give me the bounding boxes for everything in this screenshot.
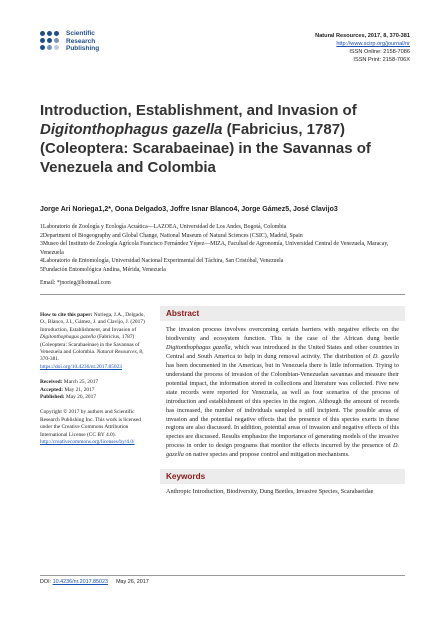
author-list: Jorge Ari Noriega1,2*, Oona Delgado3, Joffre Isnar Blanco4, Jorge Gámez5, José Clavijo3 xyxy=(40,206,338,213)
journal-info xyxy=(315,32,410,64)
title-part2: (Fabricius, 1787) (Coleoptera: Scarabaeinae) in the Savannas of Venezuela and Colombia xyxy=(40,121,371,176)
abstract-text xyxy=(160,321,405,460)
citation-species: Digitonthophagus gazella xyxy=(40,334,96,341)
affiliation-item: 4Laboratorio de Entomología, Universidad Nacional Experimental del Táchira, San Cristóbal, Venezuela xyxy=(40,258,284,265)
abstract-heading: Abstract xyxy=(160,306,405,321)
copyright-block xyxy=(40,409,150,446)
publisher-name-line2: Research xyxy=(66,37,96,45)
journal-title: Natural Resources, 2017, 8, 370-381 xyxy=(315,33,410,39)
affiliation-item: 5Fundación Entomológica Andina, Mérida, Venezuela xyxy=(40,266,166,273)
footer-date: May 26, 2017 xyxy=(116,579,149,585)
published-label: Published: xyxy=(40,394,65,401)
corresponding-email: Email: *jnorieg@hotmail.com xyxy=(40,280,111,286)
citation-label: How to cite this paper: xyxy=(40,312,93,318)
abstract-species: D. gazella xyxy=(166,442,399,459)
abstract-section xyxy=(160,306,405,501)
citation-text: Noriega, J.A., Delgado, O., Blanco, J.I., Gámez, J. and Clavijo, J. (2017) Introduction, Establishment, and Invasion of xyxy=(40,312,145,333)
issn-print: ISSN Print: 2158-706X xyxy=(353,57,410,63)
footer-doi-label: DOI: xyxy=(40,579,53,585)
publisher-logo-icon xyxy=(40,31,60,51)
affiliation-item: 1Laboratorio de Zoología y Ecología Acuática—LAZOEA, Universidad de Los Andes, Bogotá, Colombia xyxy=(40,224,287,230)
abstract-text-part: has been documented in the Americas, but in Venezuela there is little information. Trying to understand the process of invasion of the Colombian-Venezuelan savannas and measure their potential impact, the information stored in collections and literature was collected. Five new state records were reported for Venezuela, as well as four scenarios of the process of introduction and establishment of this species in the region. Although the amount of records has increased, the number of individuals sampled is still incipient. The possible areas of invasion and the potential negative effects that the presence of this species exerts in these regions are also discussed. In addition, potential areas of invasion and negative effects of this species are discussed. Results emphasize the importance of generating models of the invasive process in order to design programs that monitor the effects incurred by the presence of xyxy=(166,361,399,450)
page-footer xyxy=(40,579,149,585)
abstract-species: D. gazella xyxy=(372,352,399,360)
published-value: May 26, 2017 xyxy=(64,394,97,401)
title-species: Digitonthophagus gazella xyxy=(40,121,223,138)
accepted-label: Accepted: xyxy=(40,386,64,393)
accepted-date xyxy=(40,387,150,394)
dates-block xyxy=(40,379,150,401)
citation-text: (Fabricius, 1787) (Coleoptera: Scarabaeinae) in the Savannas of Venezuela and Colombia. xyxy=(40,334,140,356)
published-date xyxy=(40,394,150,401)
keywords-text: Anthropic Introduction, Biodiversity, Dung Beetles, Invasive Species, Scarabaeidae xyxy=(166,488,374,496)
received-value: March 25, 2017 xyxy=(62,379,99,386)
accepted-value: May 21, 2017 xyxy=(63,386,95,393)
footer-doi-link[interactable]: 10.4236/nr.2017.85023 xyxy=(52,579,109,585)
received-label: Received: xyxy=(40,379,63,386)
title-part1: Introduction, Establishment, and Invasion of xyxy=(40,102,357,119)
article-sidebar xyxy=(40,312,150,455)
issn-online: ISSN Online: 2158-7086 xyxy=(349,49,410,55)
affiliation-item: 3Museo del Instituto de Zoología Agrícola Francisco Fernández Yépez—MIZA, Facultad de Agronomía, Universidad Central de Venezuela, Maracay, Venezuela xyxy=(40,241,389,256)
citation-volume: , 8, 370-381. xyxy=(40,349,144,363)
citation-block xyxy=(40,312,150,371)
publisher-name-line3: Publishing xyxy=(66,45,100,52)
journal-url-link[interactable]: http://www.scirp.org/journal/nr xyxy=(336,41,410,47)
affiliation-item: 2Department of Biogeography and Global Change, National Museum of Natural Sciences (CSIC), Madrid, Spain xyxy=(40,232,303,239)
abstract-text-part: , which was introduced in the United States and other countries in Central and South America to help in dung removal activity. The distribution of xyxy=(166,343,399,360)
publisher-logo xyxy=(40,30,99,53)
abstract-text-part: The invasion process involves overcoming certain barriers with negative effects on the biodiversity and ecosystem function. This is the case of the African dung beetle xyxy=(166,326,399,342)
received-date xyxy=(40,379,150,386)
copyright-text: Copyright © 2017 by authors and Scientific Research Publishing Inc. This work is licensed under the Creative Commons Attribution International License (CC BY 4.0). xyxy=(40,409,141,438)
citation-doi-link[interactable]: https://doi.org/10.4236/nr.2017.85023 xyxy=(40,363,122,370)
citation-journal: Natural Resources xyxy=(96,349,137,356)
footer-divider xyxy=(40,575,405,576)
paper-title xyxy=(40,101,405,177)
abstract-text-part: on native species and propose control and mitigation mechanisms. xyxy=(183,451,350,459)
keywords-heading: Keywords xyxy=(160,469,405,484)
license-link[interactable]: http://creativecommons.org/licenses/by/4.0/ xyxy=(40,439,135,446)
abstract-species: Digitonthophagus gazella xyxy=(166,343,231,351)
publisher-name xyxy=(66,30,99,53)
header-divider xyxy=(40,294,405,295)
publisher-name-line1: Scientific xyxy=(66,30,95,37)
affiliations xyxy=(40,223,410,275)
